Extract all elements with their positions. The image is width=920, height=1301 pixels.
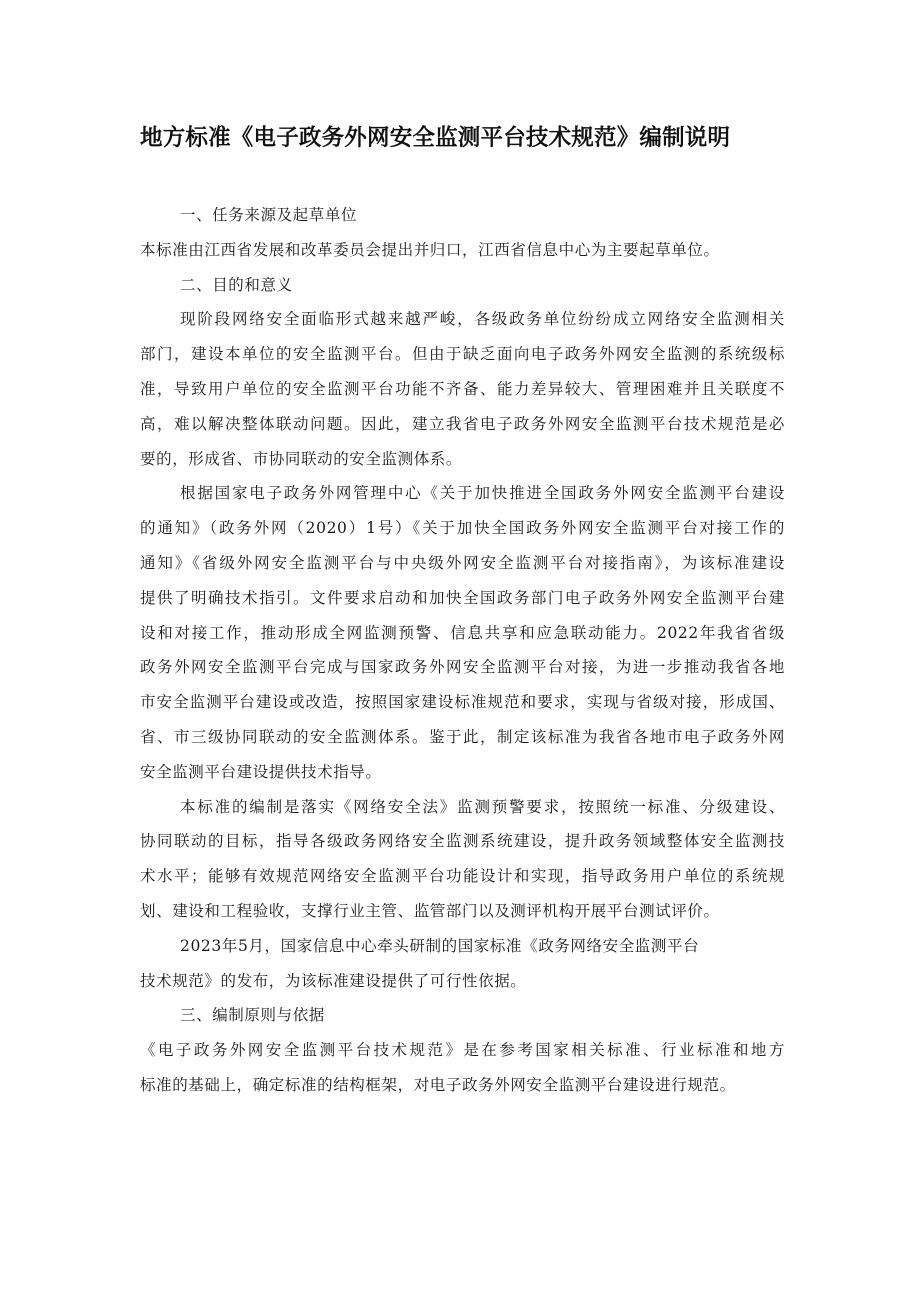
paragraph (140, 929, 785, 999)
paragraph-line: 省、市三级协同联动的安全监测体系。鉴于此，制定该标准为我省各地市电子政务外网 (140, 727, 785, 746)
paragraph-line: 现阶段网络安全面临形式越来越严峻，各级政务单位纷纷成立网络安全监测相关 (180, 310, 785, 329)
paragraph-line: 政务外网安全监测平台完成与国家政务外网安全监测平台对接，为进一步推动我省各地 (140, 658, 785, 677)
paragraph-line: 高，难以解决整体联动问题。因此，建立我省电子政务外网安全监测平台技术规范是必 (140, 414, 785, 433)
paragraph-line: 标准的基础上，确定标准的结构框架，对电子政务外网安全监测平台建设进行规范。 (140, 1075, 736, 1094)
paragraph (140, 790, 785, 929)
paragraph-line: 本标准的编制是落实《网络安全法》监测预警要求，按照统一标准、分级建设、 (180, 797, 785, 816)
document-body (140, 198, 785, 1103)
section-heading-1: 一、任务来源及起草单位 (180, 206, 358, 224)
section-heading-3: 三、编制原则与依据 (180, 1006, 325, 1025)
paragraph-line: 市安全监测平台建设或改造，按照国家建设标准规范和要求，实现与省级对接，形成国、 (140, 693, 785, 712)
paragraph-line: 《电子政务外网安全监测平台技术规范》是在参考国家相关标准、行业标准和地方 (140, 1041, 785, 1060)
paragraph (140, 1033, 785, 1103)
paragraph-line: 要的，形成省、市协同联动的安全监测体系。 (140, 449, 463, 468)
paragraph-line: 术水平；能够有效规范网络安全监测平台功能设计和实现，指导政务用户单位的系统规 (140, 867, 785, 886)
section-heading-2: 二、目的和意义 (180, 275, 293, 294)
paragraph-line: 协同联动的目标，指导各级政务网络安全监测系统建设，提升政务领域整体安全监测技 (140, 832, 785, 851)
paragraph-line: 2023年5月，国家信息中心牵头研制的国家标准《政务网络安全监测平台 (180, 936, 700, 955)
paragraph-line: 的通知》（政务外网（2020）1号）《关于加快全国政务外网安全监测平台对接工作的 (140, 519, 785, 538)
paragraph-line: 通知》《省级外网安全监测平台与中央级外网安全监测平台对接指南》，为该标准建设 (140, 553, 785, 572)
paragraph (140, 476, 785, 789)
paragraph-line: 安全监测平台建设提供技术指导。 (140, 762, 382, 781)
paragraph-line: 划、建设和工程验收，支撑行业主管、监管部门以及测评机构开展平台测试评价。 (140, 901, 720, 920)
paragraph-line: 技术规范》的发布，为该标准建设提供了可行性依据。 (140, 971, 527, 990)
paragraph-line: 部门，建设本单位的安全监测平台。但由于缺乏面向电子政务外网安全监测的系统级标 (140, 345, 785, 364)
paragraph-line: 准，导致用户单位的安全监测平台功能不齐备、能力差异较大、管理困难并且关联度不 (140, 379, 785, 398)
paragraph (140, 233, 785, 268)
document-title: 地方标准《电子政务外网安全监测平台技术规范》编制说明 (140, 125, 731, 151)
paragraph-line: 根据国家电子政务外网管理中心《关于加快推进全国政务外网安全监测平台建设 (180, 484, 785, 503)
paragraph-line: 本标准由江西省发展和改革委员会提出并归口，江西省信息中心为主要起草单位。 (140, 240, 720, 259)
paragraph (140, 302, 785, 476)
paragraph-line: 设和对接工作，推动形成全网监测预警、信息共享和应急联动能力。2022年我省省级 (140, 623, 785, 642)
paragraph-line: 提供了明确技术指引。文件要求启动和加快全国政务部门电子政务外网安全监测平台建 (140, 588, 785, 607)
